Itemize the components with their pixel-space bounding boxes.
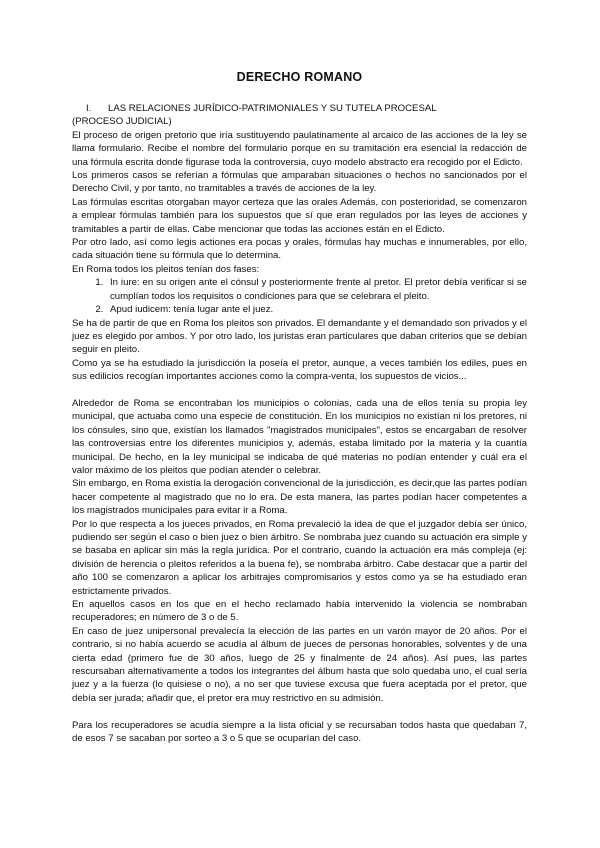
paragraph-jurisdiccion: Como ya se ha estudiado la jurisdicción la poseía el pretor, aunque, a veces también los ediles, pues en sus edilicios recogían importantes acciones como la compra-venta, los supuestos de vicios... — [72, 357, 527, 383]
list-item-in-iure: 1. In iure: en su origen ante el cónsul y posteriormente frente al pretor. El pretor debía verificar si se cumplían todos los requisitos o condiciones para que se celebrara el pleito. — [106, 276, 527, 303]
section-number: I. — [86, 103, 92, 114]
paragraph-legis-actiones: Por otro lado, así como legis actiones era pocas y orales, fórmulas hay muchas e innumerables, por ello, cada situación tiene su fórmula que lo determina. — [72, 237, 527, 262]
list-item-apud-iudicem: 2. Apud iudicem: tenía lugar ante el juez. — [106, 303, 527, 316]
paragraph-juez-unipersonal: En caso de juez unipersonal prevalecía la elección de las partes en un varón mayor de 20 años. Por el contrario, si no había acuerdo se acudía al álbum de jueces de personas honorables, solventes y de una cierta edad (primero fue de 30 años, luego de 25 y finalmente de 24 años). Así pues, las partes rescursaban alternativamente a todos los integrantes del álbum hasta que solo quedaba uno, el cual sería juez y a la fuerza (lo quisiese o no), a no ser que tuviese excusa que fuera aceptada por el pretor, que debía ser jurada; añadir que, el pretor era muy restrictivo en su admisión. — [72, 625, 527, 704]
paragraph-recuperadores: En aquellos casos en los que en el hecho reclamado había intervenido la violencia se nombraban recuperadores; en número de 3 o de 5. — [72, 599, 527, 624]
paragraph-primeros-casos: Los primeros casos se referían a fórmulas que amparaban situaciones o hechos no sancionados por el Derecho Civil, y por tanto, no tramitables a través de acciones de la ley. — [72, 170, 527, 195]
spacer — [72, 384, 527, 397]
phases-list — [72, 276, 527, 316]
document-title: DERECHO ROMANO — [236, 70, 363, 84]
paragraph-pleitos-privados: Se ha de partir de que en Roma los pleitos son privados. El demandante y el demandado son privados y el juez es elegido por ambos. Y por otro lado, los juristas eran particulares que daban criterios que se debían seguir en pleito. — [72, 317, 527, 356]
spacer — [72, 705, 527, 718]
section-heading-text: LAS RELACIONES JURÍDICO-PATRIMONIALES Y SU TUTELA PROCESAL — [108, 103, 437, 114]
section-subheading: (PROCESO JUDICIAL) — [72, 116, 172, 128]
document-page — [72, 70, 527, 745]
paragraph-lista-oficial: Para los recuperadores se acudía siempre a la lista oficial y se recursaban todos hasta que quedaban 7, de esos 7 se sacaban por sorteo a 3 o 5 que se ocuparían del caso. — [72, 719, 527, 745]
paragraph-municipios: Alrededor de Roma se encontraban los municipios o colonias, cada una de ellos tenía su propia ley municipal, que actuaba como una especie de constitución. En los municipios no existían ni los pretores, ni los cónsules, sino que, existían los llamados "magistrados municipales", estos se encargaban de resolver las controversias entre los diferentes municipios y, además, estaba limitado por la materia y la cuantía municipal. De hecho, en la ley municipal se indicaba de qué materias no podían entender y cuál era el valor máximo de los pleitos que podían atender o celebrar. — [72, 397, 527, 476]
paragraph-formulas-escritas: Las fórmulas escritas otorgaban mayor certeza que las orales Además, con posterioridad, se comenzaron a emplear fórmulas también para los supuestos que sí que eran regulados por las leyes de acciones y tramitables a partir de ellas. Cabe mencionar que todas las acciones están en el Edicto. — [72, 196, 527, 235]
paragraph-jueces-privados: Por lo que respecta a los jueces privados, en Roma prevaleció la idea de que el juzgador debía ser único, pudiendo ser según el caso o bien juez o bien árbitro. Se nombraba juez cuando su actuación era simple y se basaba en aplicar sin más la regla jurídica. Por el contrario, cuando la actuación era más compleja (ej: división de herencia o pleitos referidos a la buena fe), se nombraba árbitro. Cabe destacar que a partir del año 100 se comenzaron a aplicar los arbitrajes compromisarios y estos como ya se ha estudiado eran estrictamente privados. — [72, 518, 527, 597]
paragraph-formulario: El proceso de origen pretorio que iría sustituyendo paulatinamente al arcaico de las acciones de la ley se llama formulario. Recibe el nombre del formulario porque en su tramitación era esencial la redacción de una fórmula escrita donde figurase toda la controversia, cuyo modelo abstracto era recogido por el Edicto. — [72, 129, 527, 168]
paragraph-dos-fases: En Roma todos los pleitos tenían dos fases: — [72, 263, 260, 275]
paragraph-derogacion: Sin embargo, en Roma existía la derogación convencional de la jurisdicción, es decir,que las partes podían hacer competente al magistrado que no lo era. De esta manera, las partes podían hacer competentes a los magistrados municipales para evitar ir a Roma. — [72, 478, 527, 517]
section-heading — [72, 102, 527, 115]
